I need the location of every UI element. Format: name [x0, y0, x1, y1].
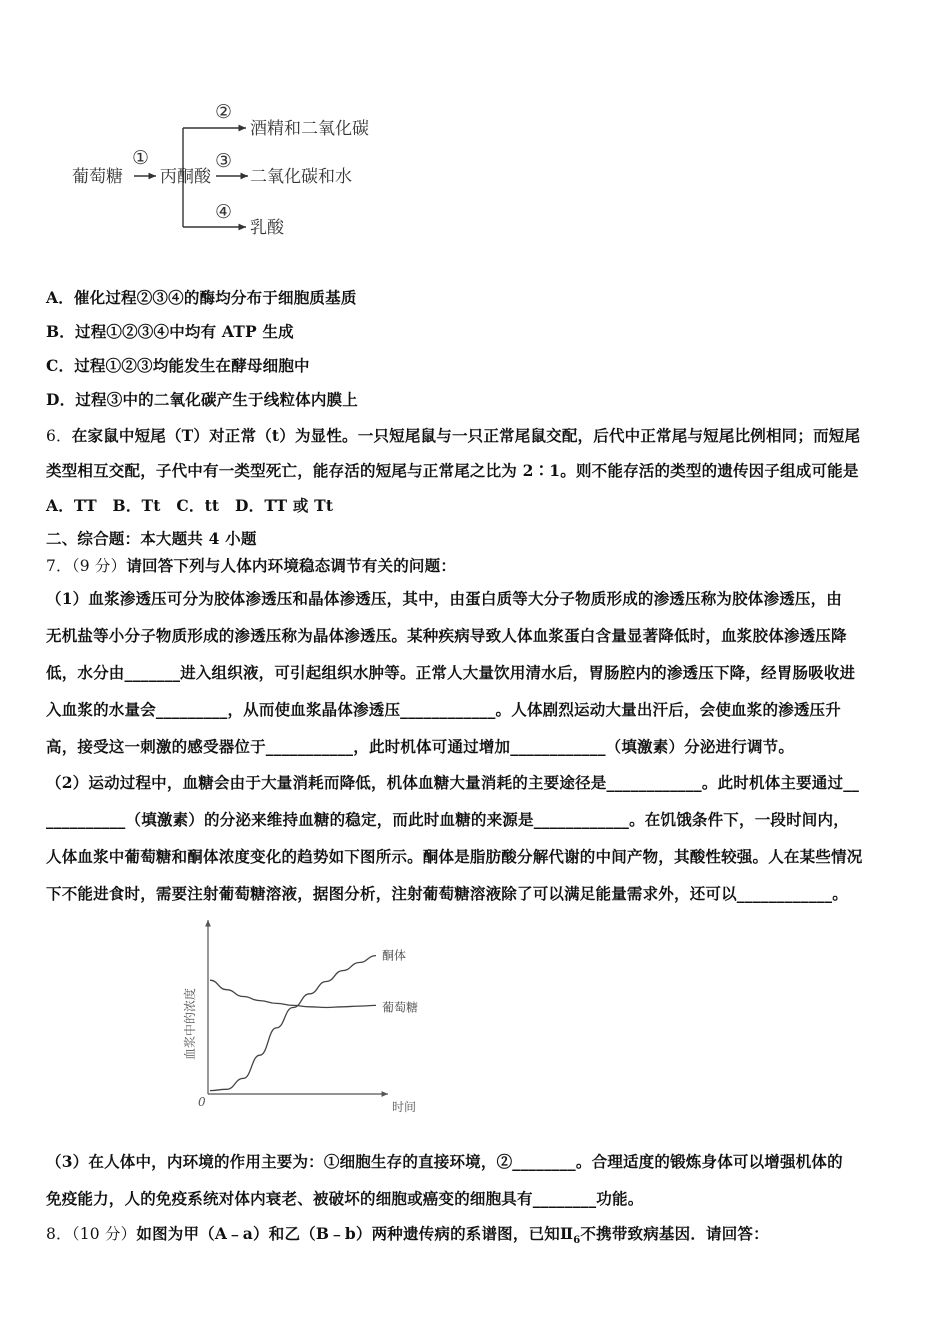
series-line-ketone — [210, 956, 376, 1091]
q8-line — [46, 1222, 769, 1246]
q6-number: 6． — [46, 427, 72, 445]
q7-heading-text: 请回答下列与人体内环境稳态调节有关的问题： — [126, 556, 457, 575]
pyruvate-label: 丙酮酸 — [160, 167, 211, 187]
q6-text-1: 在家鼠中短尾（T）对正常（t）为显性。一只短尾鼠与一只正常尾鼠交配，后代中正常尾与短尾比例相同；而短尾 — [71, 426, 861, 445]
q8-number: 8．（10 分） — [46, 1225, 137, 1243]
origin-label: 0 — [198, 1095, 206, 1109]
q8-text-a: 如图为甲（A﹣a）和乙（B﹣b）两种遗传病的系谱图，已知Ⅱ — [136, 1224, 574, 1243]
q7-p1-line-1: （1）血浆渗透压可分为胶体渗透压和晶体渗透压，其中，由蛋白质等大分子物质形成的渗透压称为胶体渗透压，由 — [46, 589, 842, 608]
q5-option-a: A．催化过程②③④的酶均分布于细胞质基质 — [46, 288, 357, 307]
q8-text-b: 不携带致病基因．请回答： — [580, 1224, 769, 1243]
series-label-ketone: 酮体 — [382, 948, 407, 963]
q7-p1-line-2: 无机盐等小分子物质形成的渗透压称为晶体渗透压。某种疾病导致人体血浆蛋白含量显著降低时，血浆胶体渗透压降 — [46, 626, 847, 645]
q7-heading — [46, 554, 456, 576]
q7-p1-line-3: 低，水分由_______进入组织液，可引起组织水肿等。正常人大量饮用清水后，胃肠腔内的渗透压下降，经胃肠吸收进 — [46, 663, 856, 682]
product-2-label: 酒精和二氧化碳 — [250, 119, 369, 139]
glucose-label: 葡萄糖 — [72, 167, 123, 187]
q5-option-d: D．过程③中的二氧化碳产生于线粒体内膜上 — [46, 390, 358, 409]
x-axis-label: 时间 — [392, 1100, 417, 1114]
q6-options: A．TT B．Tt C．tt D．TT 或 Tt — [46, 496, 334, 515]
q8-subscript: 6 — [573, 1235, 581, 1247]
q7-p2-line-1: （2）运动过程中，血糖会由于大量消耗而降低，机体血糖大量消耗的主要途径是____________。此时机体主要通过__ — [46, 773, 860, 792]
product-3-label: 二氧化碳和水 — [250, 167, 352, 187]
step-2-number: ② — [215, 101, 233, 123]
metabolism-diagram — [0, 0, 950, 250]
q7-p2-line-3: 人体血浆中葡萄糖和酮体浓度变化的趋势如下图所示。酮体是脂肪酸分解代谢的中间产物，其酸性较强。人在某些情况 — [46, 847, 863, 866]
q7-p2-line-2: __________（填激素）的分泌来维持血糖的稳定，而此时血糖的来源是____________。在饥饿条件下，一段时间内， — [46, 810, 849, 829]
q6-line-2: 类型相互交配，子代中有一类型死亡，能存活的短尾与正常尾之比为 2∶1。则不能存活的类型的遗传因子组成可能是 — [46, 461, 859, 480]
step-1-number: ① — [132, 147, 150, 169]
concentration-chart — [180, 912, 440, 1122]
series-label-glucose: 葡萄糖 — [382, 1000, 419, 1015]
q7-p1-line-5: 高，接受这一刺激的感受器位于___________，此时机体可通过增加____________（填激素）分泌进行调节。 — [46, 737, 795, 756]
q7-number: 7．（9 分） — [46, 557, 127, 575]
q7-p3-line-1: （3）在人体中，内环境的作用主要为：①细胞生存的直接环境，②________。合理适度的锻炼身体可以增强机体的 — [46, 1152, 843, 1171]
product-4-label: 乳酸 — [250, 218, 284, 238]
q7-p1-line-4: 入血浆的水量会_________，从而使血浆晶体渗透压____________。人体剧烈运动大量出汗后，会使血浆的渗透压升 — [46, 700, 841, 719]
q5-option-c: C．过程①②③均能发生在酵母细胞中 — [46, 356, 310, 375]
section-2-heading: 二、综合题：本大题共 4 小题 — [46, 529, 257, 548]
q7-p2-line-4: 下不能进食时，需要注射葡萄糖溶液，据图分析，注射葡萄糖溶液除了可以满足能量需求外，还可以____________。 — [46, 884, 848, 903]
q7-p3-line-2: 免疫能力，人的免疫系统对体内衰老、被破坏的细胞或癌变的细胞具有________功能。 — [46, 1189, 644, 1208]
q6-line-1 — [46, 424, 860, 446]
step-4-number: ④ — [215, 201, 233, 223]
series-line-glucose — [210, 980, 376, 1007]
q5-option-b: B．过程①②③④中均有 ATP 生成 — [46, 322, 294, 341]
step-3-number: ③ — [215, 150, 233, 172]
y-axis-label: 血浆中的浓度 — [183, 987, 197, 1060]
